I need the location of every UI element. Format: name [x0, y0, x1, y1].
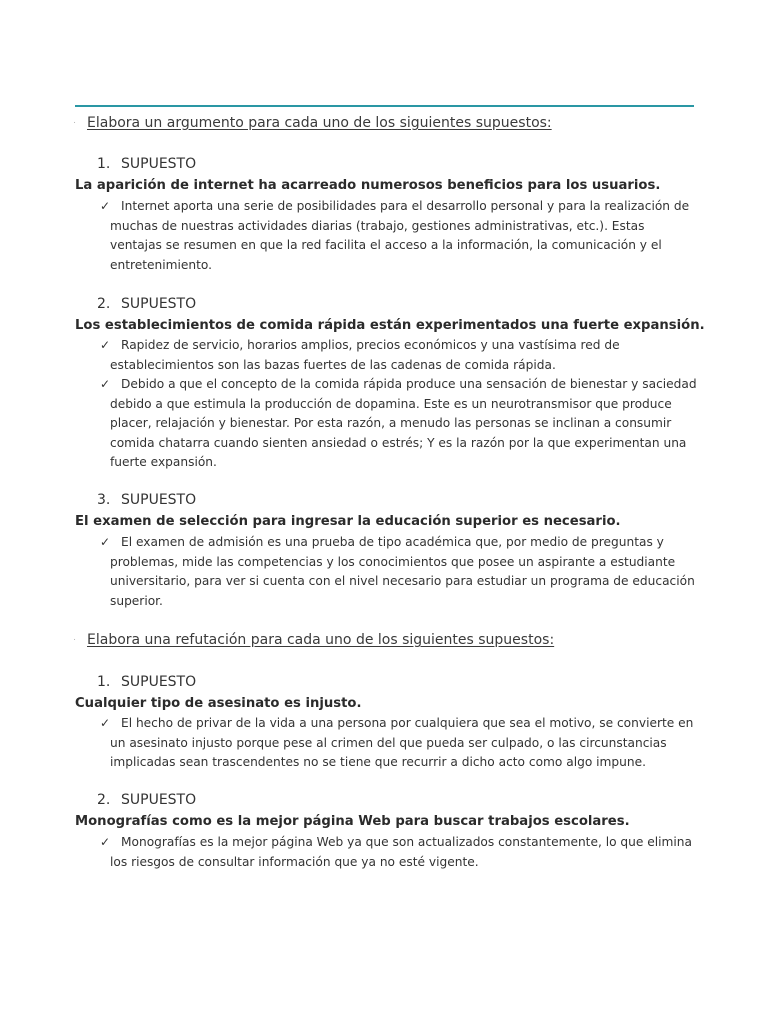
- check-icon: ✓: [100, 835, 111, 849]
- refutation-2-number: 2. SUPUESTO: [97, 792, 197, 808]
- argument-2-point-2: ✓ Debido a que el concepto de la comida rápida produce una sensación de bienestar y saciedad debido a que estimula la producción de dopamina. Este es un neurotransmisor que produce placer, relajación y bienestar. Por esta razón, a menudo las personas se inclinan a consumir comida chatarra cuando sienten ansiedad o estrés; Y es la razón por la que experimentan una fuerte expansión.: [100, 377, 697, 469]
- argument-section-heading: [73, 115, 552, 131]
- argument-3-claim: El examen de selección para ingresar la educación superior es necesario.: [75, 514, 621, 529]
- header-rule: [75, 105, 694, 107]
- check-icon: ✓: [100, 716, 111, 730]
- refutation-1-number: 1. SUPUESTO: [97, 674, 197, 690]
- argument-heading-text: Elabora un argumento para cada uno de los siguientes supuestos:: [87, 115, 552, 131]
- argument-2-number: 2. SUPUESTO: [97, 296, 197, 312]
- check-icon: ✓: [100, 199, 111, 213]
- refutation-2-claim: Monografías como es la mejor página Web para buscar trabajos escolares.: [75, 814, 630, 829]
- argument-2-claim: Los establecimientos de comida rápida están experimentados una fuerte expansión.: [75, 318, 705, 333]
- argument-3-point-1: ✓ El examen de admisión es una prueba de tipo académica que, por medio de preguntas y problemas, mide las competencias y los conocimientos que posee un aspirante a estudiante universitario, para ver si cuenta con el nivel necesario para estudiar un programa de educación superior.: [100, 535, 695, 608]
- bullet-dot: ·: [73, 116, 77, 129]
- refutation-1-claim: Cualquier tipo de asesinato es injusto.: [75, 696, 362, 711]
- argument-1-point-1: ✓ Internet aporta una serie de posibilidades para el desarrollo personal y para la realización de muchas de nuestras actividades diarias (trabajo, gestiones administrativas, etc.). Estas ventajas se resumen en que la red facilita el acceso a la información, la comunicación y el entretenimiento.: [100, 199, 690, 272]
- refutation-heading-text: Elabora una refutación para cada uno de los siguientes supuestos:: [87, 632, 555, 648]
- check-icon: ✓: [100, 377, 111, 391]
- bullet-dot: ·: [73, 633, 77, 646]
- check-icon: ✓: [100, 338, 111, 352]
- refutation-2-point-1: ✓ Monografías es la mejor página Web ya que son actualizados constantemente, lo que elimina los riesgos de consultar información que ya no esté vigente.: [100, 835, 692, 869]
- argument-1-claim: La aparición de internet ha acarreado numerosos beneficios para los usuarios.: [75, 178, 661, 193]
- argument-1-number: 1. SUPUESTO: [97, 156, 197, 172]
- refutation-1-point-1: ✓ El hecho de privar de la vida a una persona por cualquiera que sea el motivo, se convierte en un asesinato injusto porque pese al crimen del que pueda ser culpado, o las circunstancias implicadas sean trascendentes no se tiene que recurrir a dicho acto como algo impune.: [100, 716, 694, 769]
- check-icon: ✓: [100, 535, 111, 549]
- argument-2-point-1: ✓ Rapidez de servicio, horarios amplios, precios económicos y una vastísima red de establecimientos son las bazas fuertes de las cadenas de comida rápida.: [100, 338, 620, 372]
- argument-3-number: 3. SUPUESTO: [97, 492, 197, 508]
- refutation-section-heading: [73, 632, 554, 648]
